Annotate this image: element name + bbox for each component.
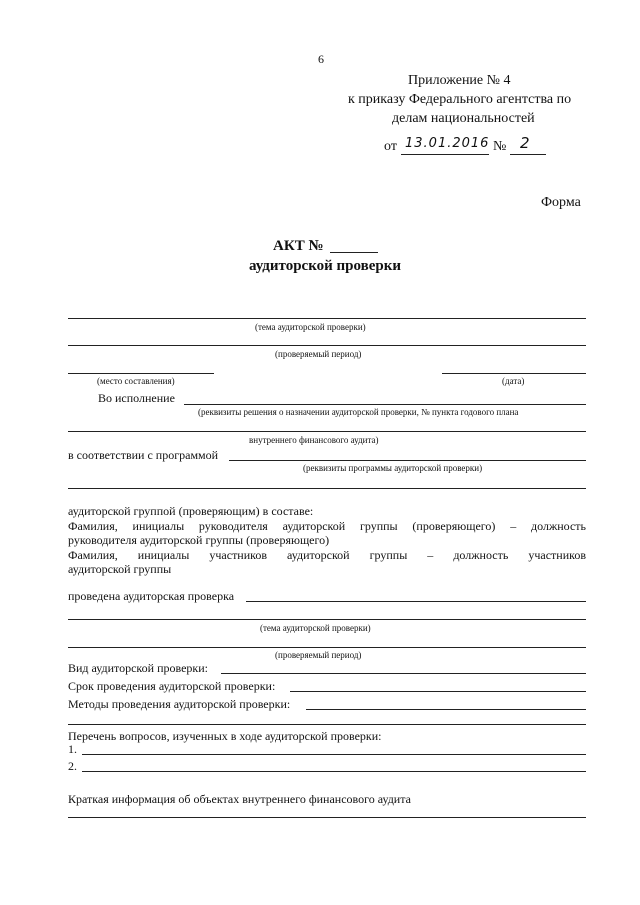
appendix-agency-line: делам национальностей	[392, 111, 535, 126]
program-line-2	[68, 488, 586, 489]
decision-line-2	[68, 431, 586, 432]
program-caption: (реквизиты программы аудиторской проверки)	[303, 463, 483, 473]
audit-methods-label: Методы проведения аудиторской проверки:	[68, 697, 291, 711]
number-prefix: №	[493, 139, 507, 154]
topic-caption-2: (тема аудиторской проверки)	[260, 623, 371, 633]
brief-info-line	[68, 817, 586, 818]
period-line-2	[68, 647, 586, 648]
leader-line-2: руководителя аудиторской группы (проверяющего)	[68, 533, 330, 547]
date-caption: (дата)	[502, 376, 525, 386]
place-caption: (место составления)	[97, 376, 175, 386]
topic-line-2	[68, 619, 586, 620]
topic-line	[68, 318, 586, 319]
in-execution-line	[184, 404, 586, 405]
leader-line-1: Фамилия, инициалы руководителя аудиторской группы (проверяющего) – должность	[68, 519, 586, 533]
methods-line-2	[68, 724, 586, 725]
in-execution-label: Во исполнение	[98, 391, 175, 405]
period-caption-2: (проверяемый период)	[275, 650, 362, 660]
form-label: Форма	[541, 195, 581, 210]
audit-methods-line	[306, 709, 586, 710]
number-value: 2	[520, 134, 531, 152]
brief-info-label: Краткая информация об объектах внутреннего финансового аудита	[68, 792, 411, 806]
members-line-2: аудиторской группы	[68, 562, 172, 576]
place-line	[68, 373, 214, 374]
date-prefix: от	[384, 139, 397, 154]
question-item-1-line	[82, 754, 586, 755]
decision-caption-2: внутреннего финансового аудита)	[249, 435, 379, 445]
question-item-2-line	[82, 771, 586, 772]
audit-type-line	[221, 673, 586, 674]
decision-caption-1: (реквизиты решения о назначении аудиторской проверки, № пункта годового плана	[198, 407, 519, 417]
period-line	[68, 345, 586, 346]
question-item-1-number: 1.	[68, 742, 77, 756]
page-number: 6	[318, 52, 324, 66]
appendix-title: Приложение № 4	[408, 73, 511, 88]
question-item-2-number: 2.	[68, 759, 77, 773]
act-title: АКТ №	[273, 238, 324, 254]
audit-term-line	[290, 691, 586, 692]
audit-group-label: аудиторской группой (проверяющим) в составе:	[68, 504, 314, 518]
appendix-order-line: к приказу Федерального агентства по	[348, 92, 572, 107]
audit-conducted-label: проведена аудиторская проверка	[68, 589, 235, 603]
date-line	[442, 373, 586, 374]
topic-caption: (тема аудиторской проверки)	[255, 322, 366, 332]
questions-list-label: Перечень вопросов, изученных в ходе аудиторской проверки:	[68, 729, 382, 743]
period-caption: (проверяемый период)	[275, 349, 362, 359]
date-underline	[401, 154, 489, 155]
audit-term-label: Срок проведения аудиторской проверки:	[68, 679, 276, 693]
act-subtitle: аудиторской проверки	[249, 258, 402, 274]
audit-type-label: Вид аудиторской проверки:	[68, 661, 209, 675]
number-underline	[510, 154, 546, 155]
program-line	[229, 460, 586, 461]
according-program-label: в соответствии с программой	[68, 448, 219, 462]
audit-conducted-line	[246, 601, 586, 602]
members-line-1: Фамилия, инициалы участников аудиторской группы – должность участников	[68, 548, 586, 562]
date-value: 13.01.2016	[405, 136, 490, 151]
act-number-underline	[330, 252, 378, 253]
